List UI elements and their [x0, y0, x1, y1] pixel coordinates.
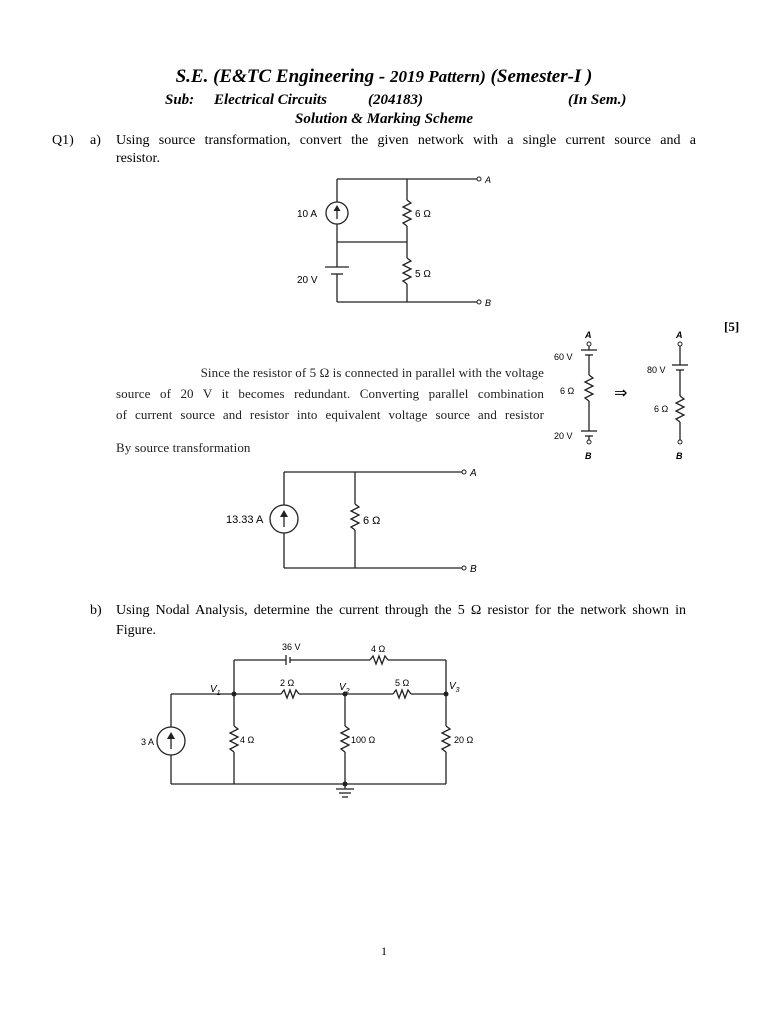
- circuit-a-result: [222, 464, 492, 576]
- page-number: 1: [381, 944, 387, 958]
- current-source-3a-label: 3 A: [141, 737, 155, 747]
- part-b-question-line2: Figure.: [116, 623, 157, 638]
- explanation: [116, 362, 544, 425]
- subject-code: (204183): [368, 92, 423, 108]
- title-semester: (Semester-I ): [485, 66, 593, 87]
- current-source-label: 10 A: [297, 209, 318, 220]
- result-resistor-label: 6 Ω: [363, 515, 381, 527]
- series-left-node-b: B: [585, 451, 592, 461]
- circuit-b: [138, 638, 488, 798]
- result-node-a: A: [470, 468, 477, 479]
- subject-name: Electrical Circuits: [214, 92, 327, 108]
- exam-type: (In Sem.): [568, 92, 627, 108]
- title-main: S.E. (E&TC Engineering -: [175, 66, 390, 87]
- step-label: By source transformation: [116, 440, 251, 455]
- resistor-20-label: 20 Ω: [454, 735, 474, 745]
- result-current-label: 13.33 A: [226, 514, 264, 526]
- title-pattern: 2019 Pattern): [389, 67, 486, 86]
- part-a-question-line1: Using source transformation, convert the given network with a single current source and a: [116, 133, 696, 148]
- resistor-5-label: 5 Ω: [415, 269, 431, 280]
- part-a-question-line2: resistor.: [116, 151, 160, 166]
- resistor-top-4-label: 4 Ω: [371, 644, 386, 654]
- series-right-node-a: A: [676, 330, 683, 340]
- scheme-heading: Solution & Marking Scheme: [295, 111, 473, 127]
- voltage-36-label: 36 V: [282, 642, 301, 652]
- series-left-v60: 60 V: [554, 352, 573, 362]
- document-title: [0, 66, 768, 88]
- part-a-label: a): [90, 133, 101, 148]
- node-v1-label: $V_1$: [210, 684, 221, 697]
- resistor-6-label: 6 Ω: [415, 209, 431, 220]
- series-left-v20: 20 V: [554, 431, 573, 441]
- series-left-r6: 6 Ω: [560, 386, 575, 396]
- series-right-r6: 6 Ω: [654, 404, 669, 414]
- node-b-label: B: [485, 298, 492, 308]
- part-b-question-line1: Using Nodal Analysis, determine the current through the 5 Ω resistor for the network shown in: [116, 603, 686, 618]
- series-equivalent-circuits: [550, 328, 700, 464]
- circuit-a-given: [290, 172, 500, 312]
- explanation-line1: Since the resistor of 5 Ω is connected in parallel with the voltage: [200, 365, 544, 380]
- part-b-label: b): [90, 603, 102, 618]
- question-number: Q1): [52, 133, 74, 148]
- series-right-node-b: B: [676, 451, 683, 461]
- node-v2-label: $V_2$: [339, 682, 350, 695]
- series-right-v80: 80 V: [647, 365, 666, 375]
- resistor-100-label: 100 Ω: [351, 735, 376, 745]
- transform-arrow-icon: ⇒: [614, 385, 628, 402]
- explanation-line2: source of 20 V it becomes redundant. Converting parallel combination: [116, 386, 544, 401]
- result-node-b: B: [470, 564, 477, 575]
- subject-label: Sub:: [165, 92, 195, 108]
- resistor-2-label: 2 Ω: [280, 678, 295, 688]
- node-a-label: A: [485, 175, 492, 185]
- node-v3-label: $V_3$: [449, 681, 460, 694]
- resistor-4-ground-label: 4 Ω: [240, 735, 255, 745]
- explanation-line3: of current source and resistor into equivalent voltage source and resistor: [116, 407, 544, 422]
- resistor-5-label: 5 Ω: [395, 678, 410, 688]
- voltage-source-label: 20 V: [297, 275, 318, 286]
- marks-part-a: [5]: [724, 319, 740, 334]
- series-left-node-a: A: [585, 330, 592, 340]
